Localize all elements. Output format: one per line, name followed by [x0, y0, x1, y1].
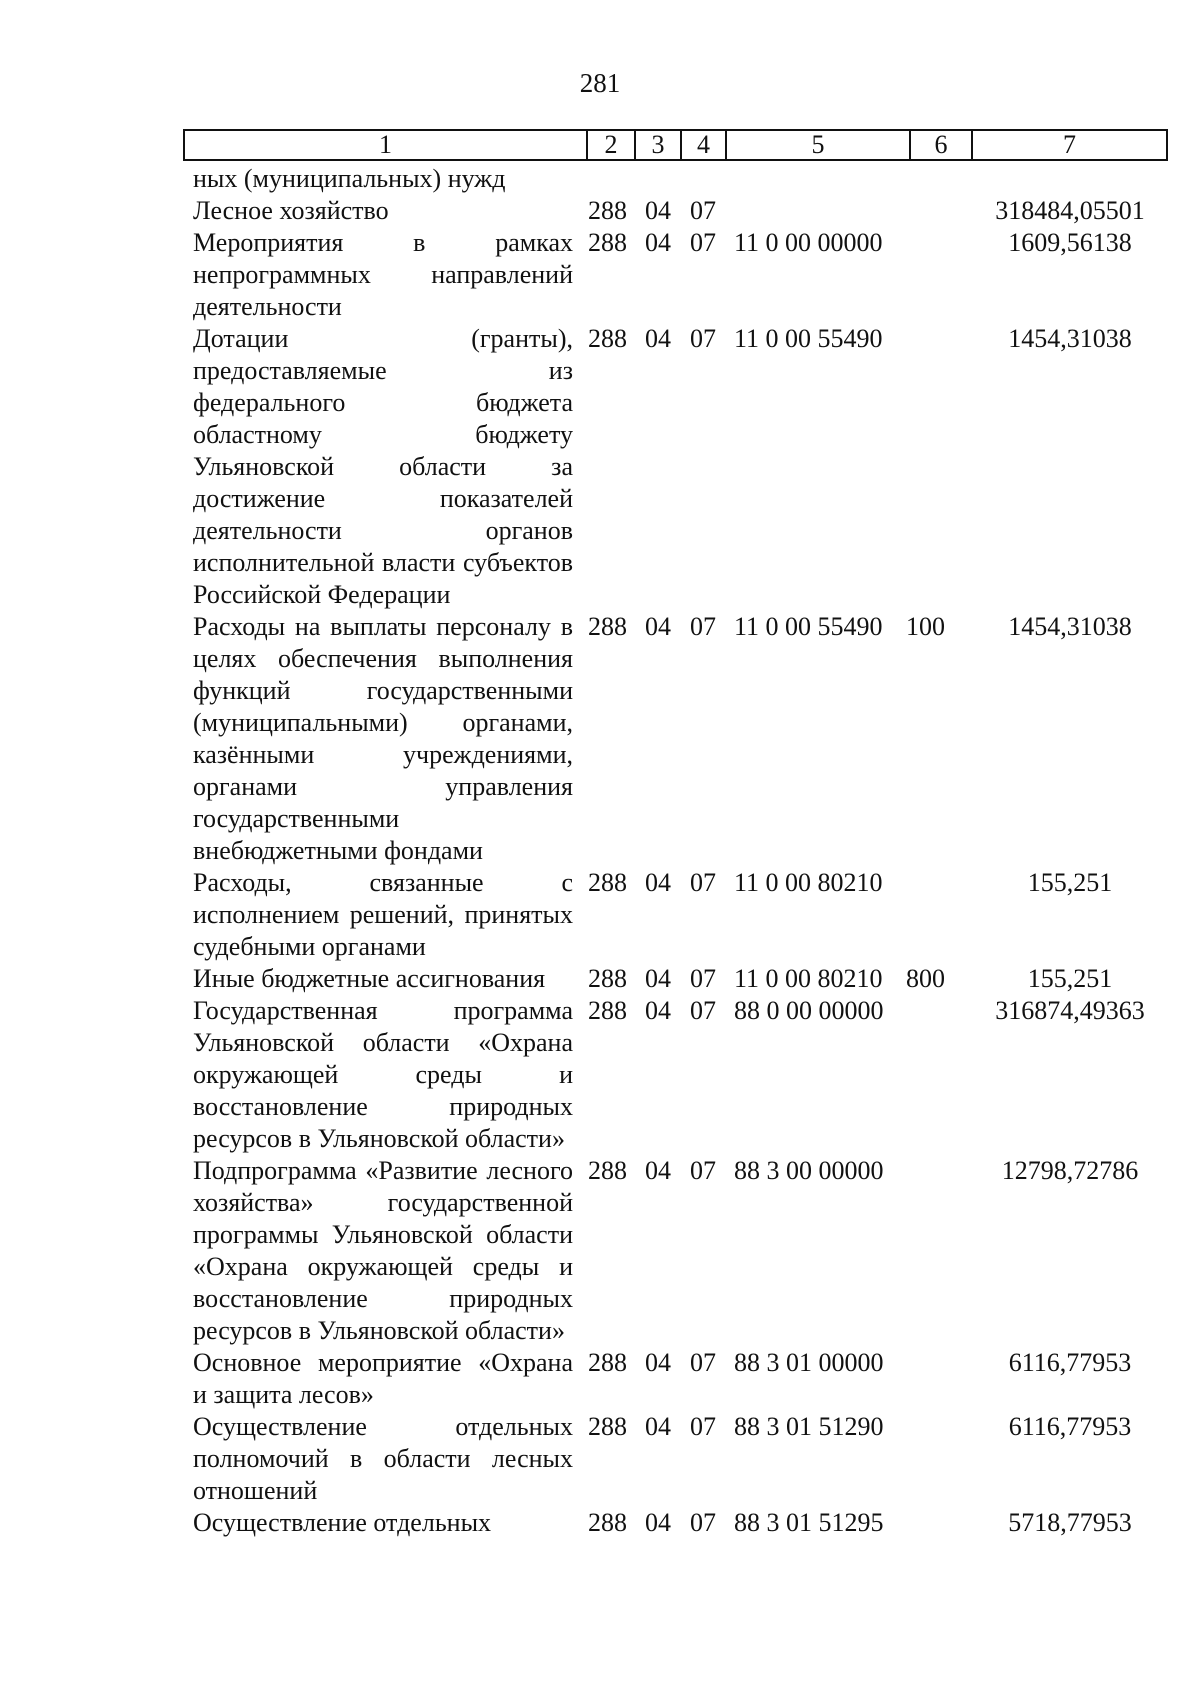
row-code-2: 288	[588, 964, 627, 993]
row-code-3: 04	[645, 1412, 671, 1441]
row-code-2: 288	[588, 868, 627, 897]
table-row	[0, 995, 1200, 1155]
row-code-3: 04	[645, 964, 671, 993]
row-code-5: 88 3 01 00000	[734, 1348, 884, 1377]
row-code-5: 88 3 01 51290	[734, 1412, 884, 1441]
row-code-5: 11 0 00 55490	[734, 612, 883, 641]
row-amount: 316874,49363	[995, 996, 1145, 1025]
row-amount: 12798,72786	[1001, 1156, 1139, 1185]
row-description: Основное мероприятие «Охрана и защита лесов»	[193, 1348, 573, 1409]
row-code-3: 04	[645, 612, 671, 641]
table-body	[0, 163, 1200, 1539]
table-row	[0, 963, 1200, 995]
row-description: Подпрограмма «Развитие лесного хозяйства» государственной программы Ульяновской области «Охрана окружающей среды и восстановление природных ресурсов в Ульяновской области»	[193, 1156, 573, 1345]
header-col-2: 2	[586, 131, 634, 159]
row-description: Расходы на выплаты персоналу в целях обеспечения выполнения функций государственными (муниципальными) органами, казёнными учреждениями, органами управления государственными внебюджетными фондами	[193, 612, 573, 865]
row-code-5: 88 0 00 00000	[734, 996, 884, 1025]
row-description: Осуществление отдельных	[193, 1508, 492, 1537]
row-code-3: 04	[645, 868, 671, 897]
row-code-2: 288	[588, 228, 627, 257]
row-code-5: 11 0 00 80210	[734, 964, 883, 993]
row-code-2: 288	[588, 996, 627, 1025]
header-col-4: 4	[680, 131, 725, 159]
table-row	[0, 323, 1200, 611]
row-amount: 155,251	[1027, 868, 1113, 897]
row-code-2: 288	[588, 324, 627, 353]
table-row	[0, 1347, 1200, 1411]
row-code-6: 800	[906, 964, 945, 993]
row-code-4: 07	[690, 1508, 716, 1537]
row-code-4: 07	[690, 228, 716, 257]
row-description: Лесное хозяйство	[193, 196, 389, 225]
row-code-2: 288	[588, 196, 627, 225]
row-amount: 1454,31038	[1008, 612, 1132, 641]
row-code-3: 04	[645, 1508, 671, 1537]
header-col-1: 1	[379, 130, 392, 159]
table-row	[0, 611, 1200, 867]
row-code-5: 88 3 00 00000	[734, 1156, 884, 1185]
row-code-5: 88 3 01 51295	[734, 1508, 884, 1537]
row-amount: 5718,77953	[1008, 1508, 1132, 1537]
row-code-2: 288	[588, 1156, 627, 1185]
row-code-4: 07	[690, 868, 716, 897]
row-code-2: 288	[588, 612, 627, 641]
table-row	[0, 1155, 1200, 1347]
row-code-5: 11 0 00 00000	[734, 228, 883, 257]
row-amount: 6116,77953	[1008, 1348, 1132, 1377]
header-col-3: 3	[634, 131, 680, 159]
row-code-3: 04	[645, 1156, 671, 1185]
row-code-4: 07	[690, 196, 716, 225]
header-col-5: 5	[725, 131, 909, 159]
row-description: Иные бюджетные ассигнования	[193, 964, 546, 993]
row-code-3: 04	[645, 1348, 671, 1377]
table-header	[183, 129, 1168, 161]
row-amount: 1609,56138	[1008, 228, 1132, 257]
row-description: Государственная программа Ульяновской области «Охрана окружающей среды и восстановление природных ресурсов в Ульяновской области»	[193, 996, 573, 1153]
table-row	[0, 227, 1200, 323]
row-code-3: 04	[645, 196, 671, 225]
row-code-4: 07	[690, 1156, 716, 1185]
row-code-5: 11 0 00 55490	[734, 324, 883, 353]
row-code-2: 288	[588, 1412, 627, 1441]
row-code-4: 07	[690, 996, 716, 1025]
table-row	[0, 1411, 1200, 1507]
header-col-6: 6	[909, 131, 971, 159]
row-description: Расходы, связанные с исполнением решений, принятых судебными органами	[193, 868, 573, 961]
row-code-2: 288	[588, 1348, 627, 1377]
row-amount: 6116,77953	[1008, 1412, 1132, 1441]
row-amount: 1454,31038	[1008, 324, 1132, 353]
row-amount: 318484,05501	[995, 196, 1145, 225]
row-code-6: 100	[906, 612, 945, 641]
table-row	[0, 195, 1200, 227]
row-code-4: 07	[690, 324, 716, 353]
table-row	[0, 1507, 1200, 1539]
row-code-4: 07	[690, 1412, 716, 1441]
header-col-7: 7	[971, 131, 1166, 159]
row-code-5: 11 0 00 80210	[734, 868, 883, 897]
table-row	[0, 163, 1200, 195]
row-description: Дотации (гранты), предоставляемые из федерального бюджета областному бюджету Ульяновской области за достижение показателей деятельности органов исполнительной власти субъектов Российской Федерации	[193, 324, 573, 609]
row-code-3: 04	[645, 996, 671, 1025]
row-code-4: 07	[690, 1348, 716, 1377]
row-amount: 155,251	[1027, 964, 1113, 993]
page-number: 281	[579, 68, 621, 98]
row-description: Осуществление отдельных полномочий в области лесных отношений	[193, 1412, 573, 1505]
row-code-3: 04	[645, 228, 671, 257]
row-code-4: 07	[690, 612, 716, 641]
row-description: Мероприятия в рамках непрограммных направлений деятельности	[193, 228, 573, 321]
table-row	[0, 867, 1200, 963]
row-description: ных (муниципальных) нужд	[193, 164, 506, 193]
row-code-4: 07	[690, 964, 716, 993]
row-code-2: 288	[588, 1508, 627, 1537]
row-code-3: 04	[645, 324, 671, 353]
